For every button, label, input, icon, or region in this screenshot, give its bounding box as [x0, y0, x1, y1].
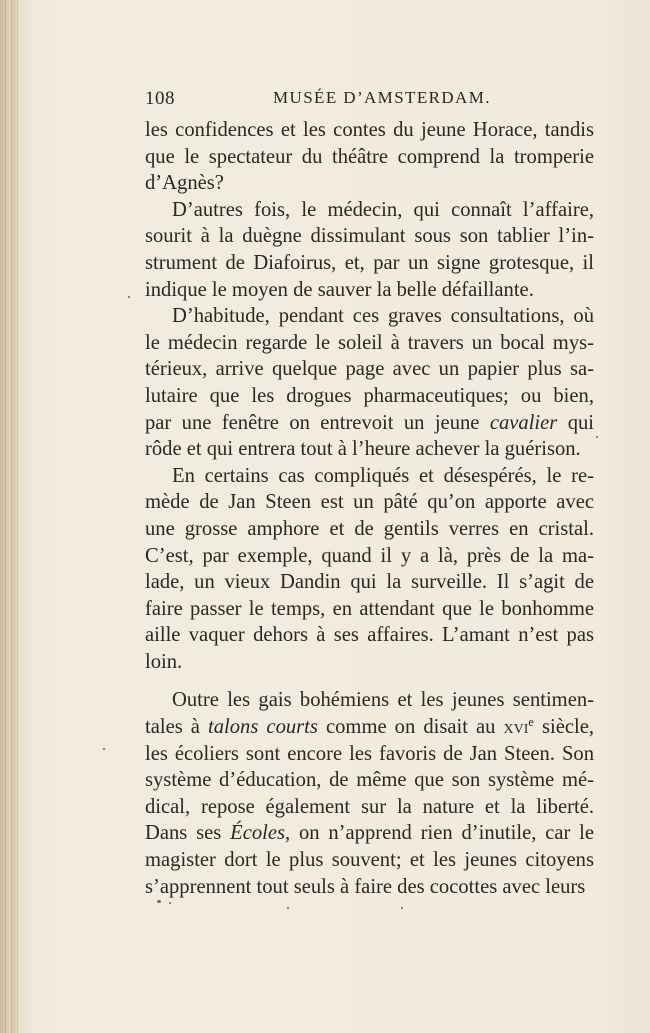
- body-text: [145, 117, 594, 900]
- text-line: indique le moyen de sauver la belle défaillante.: [145, 278, 534, 301]
- text-line: aille vaquer dehors à ses affaires. L’amant n’est pas: [145, 624, 594, 647]
- text-line: tales à talons courts comme on disait au xvi$^e$ siècle,: [145, 715, 594, 739]
- page-gutter: [0, 0, 30, 1033]
- page-number: 108: [145, 88, 175, 109]
- paper-speck: [401, 907, 403, 909]
- small-caps-text: xvi: [503, 717, 529, 739]
- text-line: lade, un vieux Dandin qui la surveille. Il s’agit de: [145, 571, 594, 594]
- italic-text: talons courts: [208, 716, 318, 739]
- text-line: Outre les gais bohémiens et les jeunes sentimen-: [172, 689, 594, 712]
- text-line: magister dort le plus souvent; et les jeunes citoyens: [145, 849, 594, 872]
- paragraph: [145, 303, 594, 463]
- superscript: e: [528, 715, 534, 730]
- italic-text: cavalier: [489, 411, 558, 434]
- text-line: strument de Diafoirus, et, par un signe grotesque, il: [145, 251, 594, 274]
- gutter-line: [17, 0, 18, 1033]
- text-line: loin.: [145, 650, 183, 673]
- text-line: les écoliers sont encore les favoris de Jan Steen. Son: [145, 742, 594, 765]
- paper-speck: [103, 748, 105, 750]
- text-line: que le spectateur du théâtre comprend la tromperie: [145, 145, 594, 168]
- text-line: En certains cas compliqués et désespérés, le re-: [172, 464, 594, 487]
- paper-speck: [157, 900, 161, 903]
- running-title: MUSÉE D’AMSTERDAM.: [273, 88, 491, 107]
- text-line: D’habitude, pendant ces graves consultations, où: [172, 305, 594, 328]
- paper-speck: [596, 436, 598, 438]
- text-line: faire passer le temps, en attendant que le bonhomme: [145, 597, 594, 620]
- paper-speck: [287, 907, 289, 909]
- text-line: dical, repose également sur la nature et la liberté.: [145, 795, 594, 818]
- text-line: mède de Jan Steen est un pâté qu’on apporte avec: [145, 491, 594, 514]
- text-line: les confidences et les contes du jeune Horace, tandis: [145, 119, 594, 141]
- text-line: sourit à la duègne dissimulant sous son tablier l’in-: [145, 225, 594, 248]
- text-line: Dans ses Écoles, on n’apprend rien d’inutile, car le: [145, 822, 594, 845]
- text-line: d’Agnès?: [145, 172, 224, 195]
- text-line: D’autres fois, le médecin, qui connaît l’affaire,: [172, 198, 594, 221]
- text-line: C’est, par exemple, quand il y a là, près de la ma-: [145, 544, 594, 567]
- page-header: [145, 88, 594, 114]
- paragraph: [145, 117, 594, 197]
- paragraph: [145, 463, 594, 676]
- text-line: système d’éducation, de même que son système mé-: [145, 769, 594, 792]
- paragraph: [145, 197, 594, 303]
- text-line: le médecin regarde le soleil à travers un bocal mys-: [145, 331, 594, 354]
- text-line: térieux, arrive quelque page avec un papier plus sa-: [145, 358, 594, 381]
- paper-speck: [169, 902, 171, 904]
- paragraph: [145, 687, 594, 900]
- gutter-line: [11, 0, 12, 1033]
- text-line: s’apprennent tout seuls à faire des cocottes avec leurs: [145, 875, 586, 898]
- text-line: lutaire que les drogues pharmaceutiques; ou bien,: [145, 384, 594, 407]
- text-line: une grosse amphore et de gentils verres en cristal.: [145, 517, 594, 540]
- italic-text: Écoles: [230, 822, 286, 845]
- text-line: par une fenêtre on entrevoit un jeune cavalier qui: [145, 411, 594, 434]
- text-line: rôde et qui entrera tout à l’heure achever la guérison.: [145, 438, 581, 461]
- paper-speck: [128, 296, 130, 298]
- gutter-line: [5, 0, 6, 1033]
